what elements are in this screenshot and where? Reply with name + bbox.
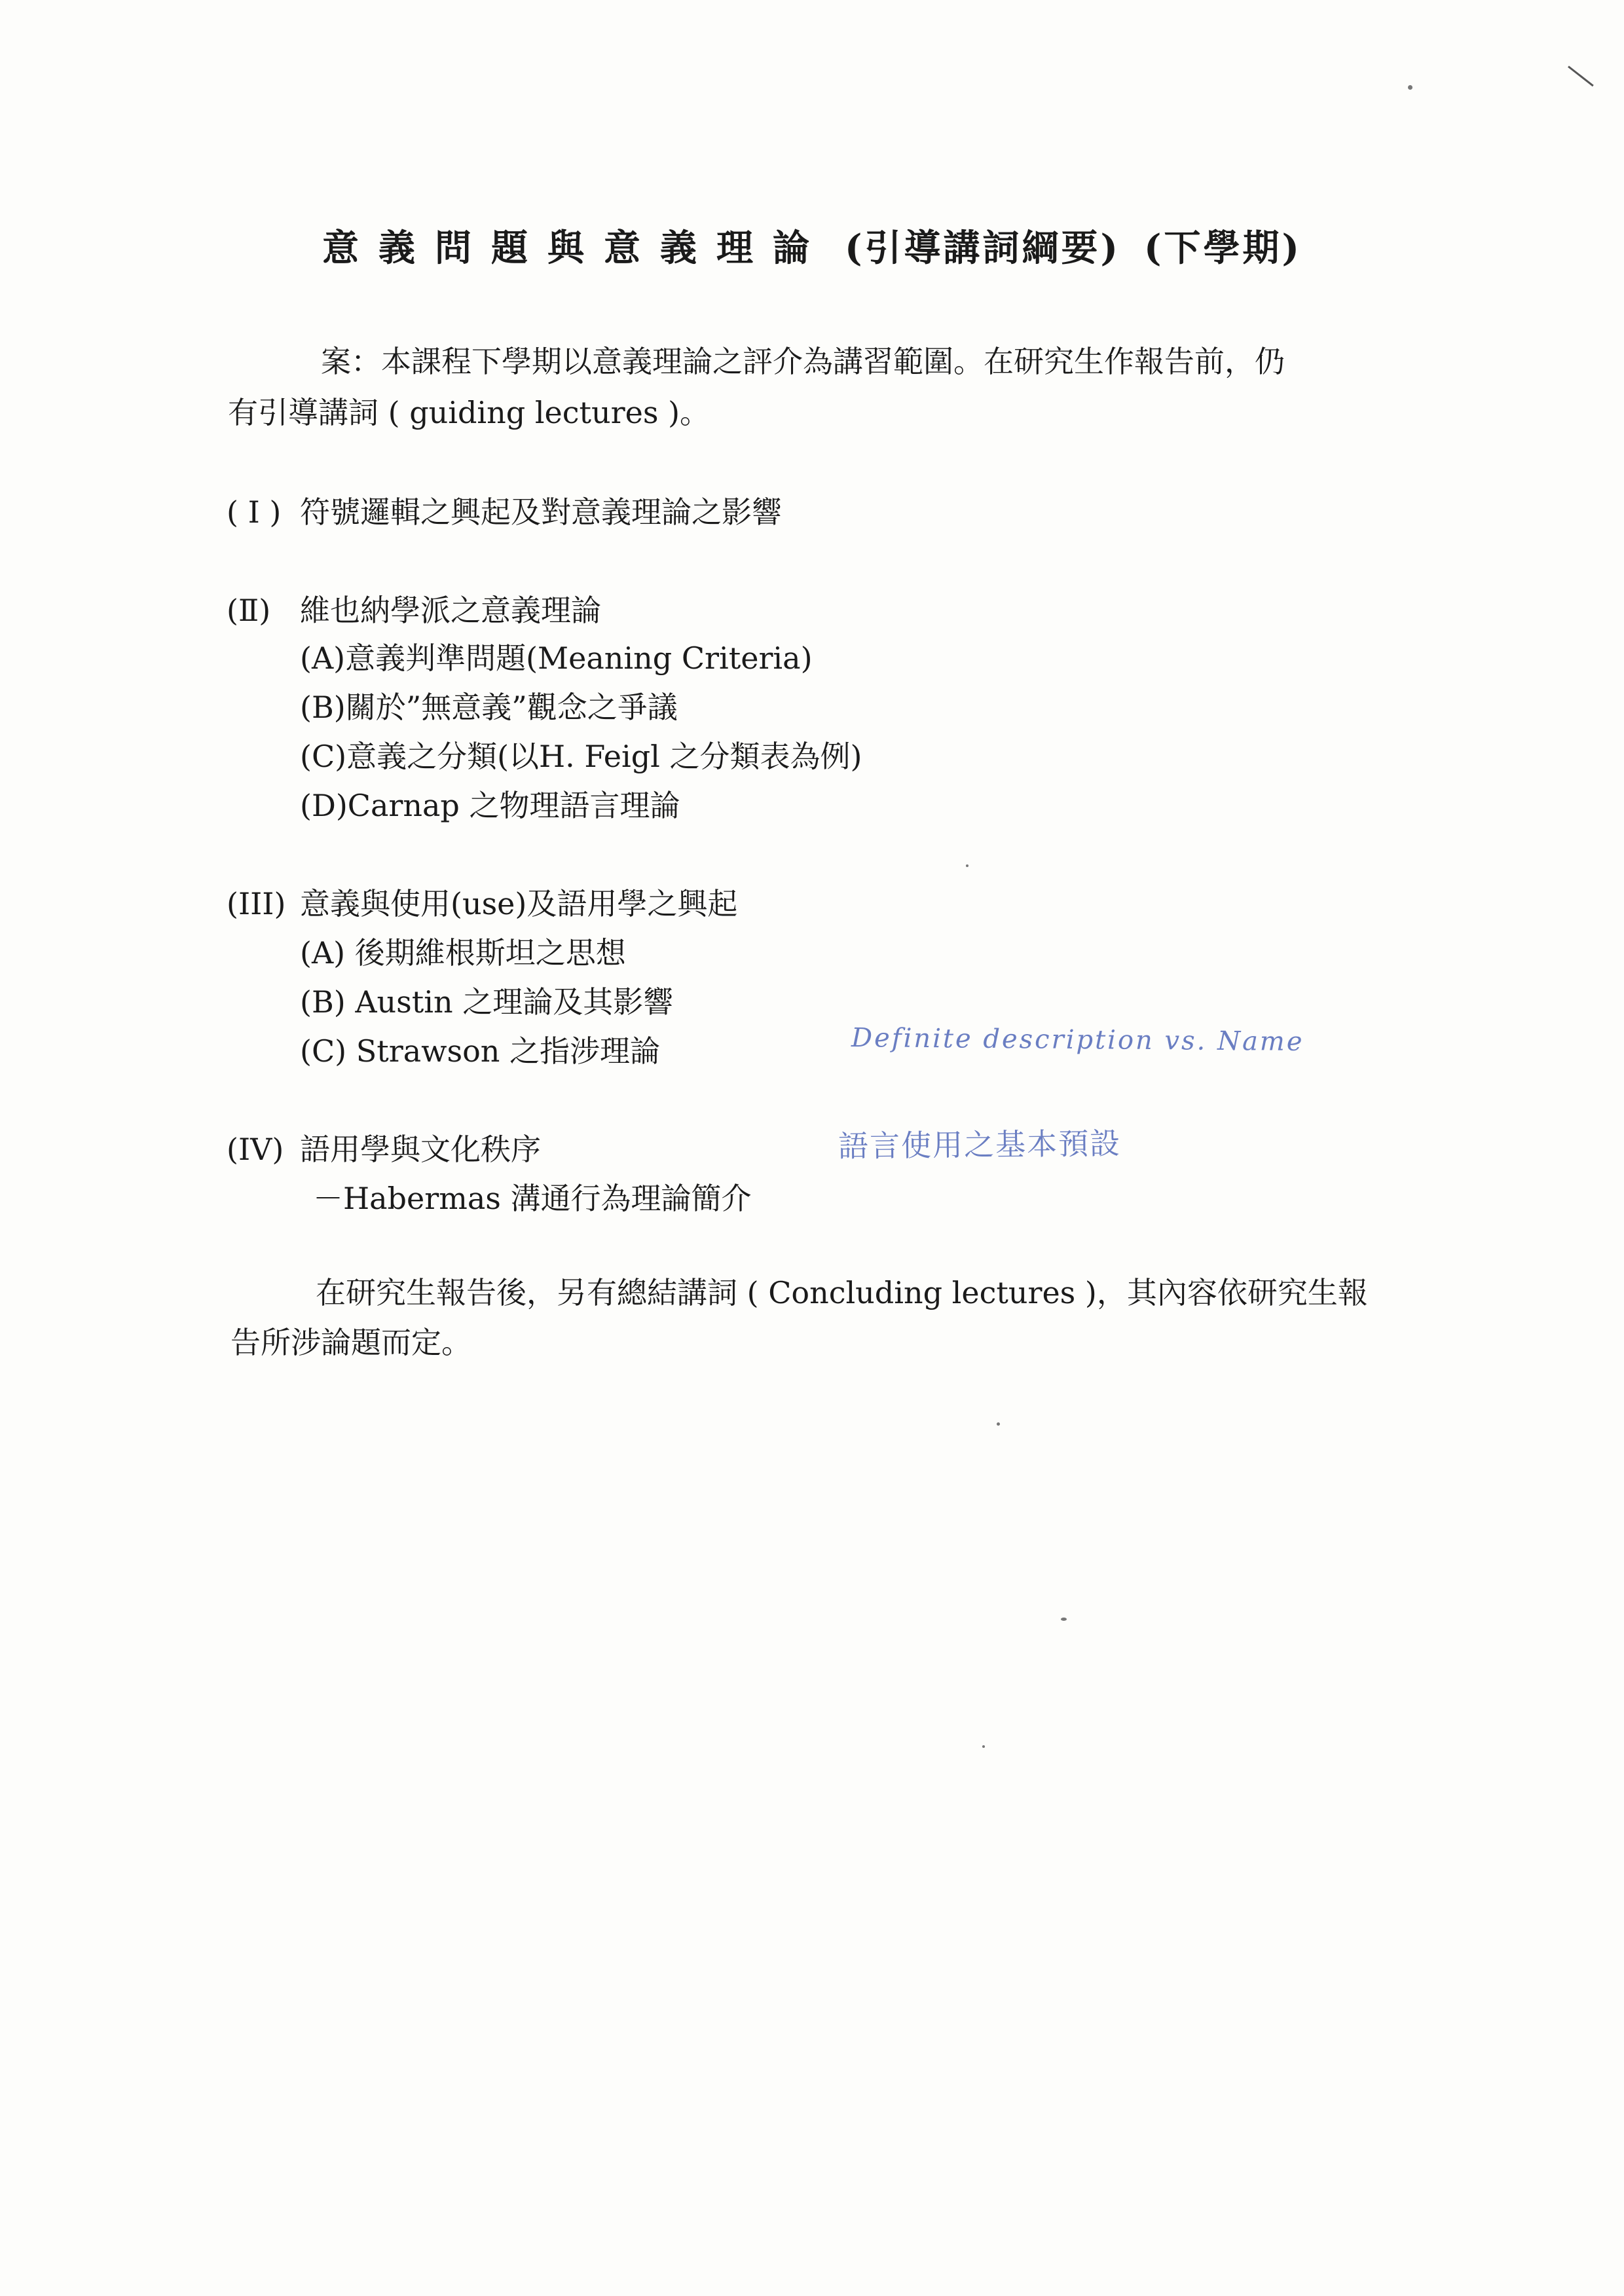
document-title <box>0 219 1624 272</box>
section-3-title: 意義與使用(use)及語用學之興起 <box>300 886 738 921</box>
section-2-heading <box>227 591 601 630</box>
section-1-heading <box>227 492 782 532</box>
scan-speck <box>997 1422 1000 1426</box>
section-4-number: (IV) <box>227 1132 284 1167</box>
scan-speck <box>1061 1618 1067 1621</box>
intro-line-2: 有引導講詞 ( guiding lectures )。 <box>228 395 710 430</box>
section-2-number: (Ⅱ) <box>227 593 271 628</box>
section-1-title: 符號邏輯之興起及對意義理論之影響 <box>300 494 782 530</box>
title-main: 意義問題與意義理論 <box>322 227 829 270</box>
handwritten-note-1: Definite description vs. Name <box>851 1022 1304 1058</box>
section-2-item-d: (D)Carnap 之物理語言理論 <box>300 788 680 823</box>
intro-line-1: 案：本課程下學期以意義理論之評介為講習範圍。在研究生作報告前，仍 <box>321 344 1285 379</box>
section-2-item-c: (C)意義之分類(以H. Feigl 之分類表為例) <box>300 739 862 774</box>
title-sub: (引導講詞綱要) <box>845 227 1120 270</box>
section-4-heading <box>227 1130 541 1169</box>
closing-line-2: 告所涉論題而定。 <box>231 1325 471 1360</box>
scan-scratch <box>1568 65 1594 86</box>
section-3-item-c: (C) Strawson 之指涉理論 <box>300 1033 661 1069</box>
section-4-title: 語用學與文化秩序 <box>300 1132 541 1167</box>
handwritten-note-2: 語言使用之基本預設 <box>838 1125 1122 1164</box>
scan-speck <box>982 1745 985 1748</box>
section-2-item-b: (B)關於”無意義”觀念之爭議 <box>300 690 678 725</box>
section-3-item-b: (B) Austin 之理論及其影響 <box>300 984 674 1020</box>
section-4-item-1: －Habermas 溝通行為理論簡介 <box>313 1181 752 1216</box>
scan-speck <box>966 864 969 867</box>
section-3-item-a: (A) 後期維根斯坦之思想 <box>300 935 626 971</box>
section-3-heading <box>227 884 737 923</box>
section-2-item-a: (A)意義判準問題(Meaning Criteria) <box>300 640 813 676</box>
section-2-title: 維也納學派之意義理論 <box>300 593 601 628</box>
section-3-number: (III) <box>227 886 286 921</box>
scan-speck <box>1408 85 1412 90</box>
section-1-number: ( I ) <box>227 494 282 530</box>
title-term: (下學期) <box>1144 227 1302 270</box>
closing-line-1: 在研究生報告後，另有總結講詞 ( Concluding lectures )，其內容依研究生報 <box>316 1275 1368 1310</box>
